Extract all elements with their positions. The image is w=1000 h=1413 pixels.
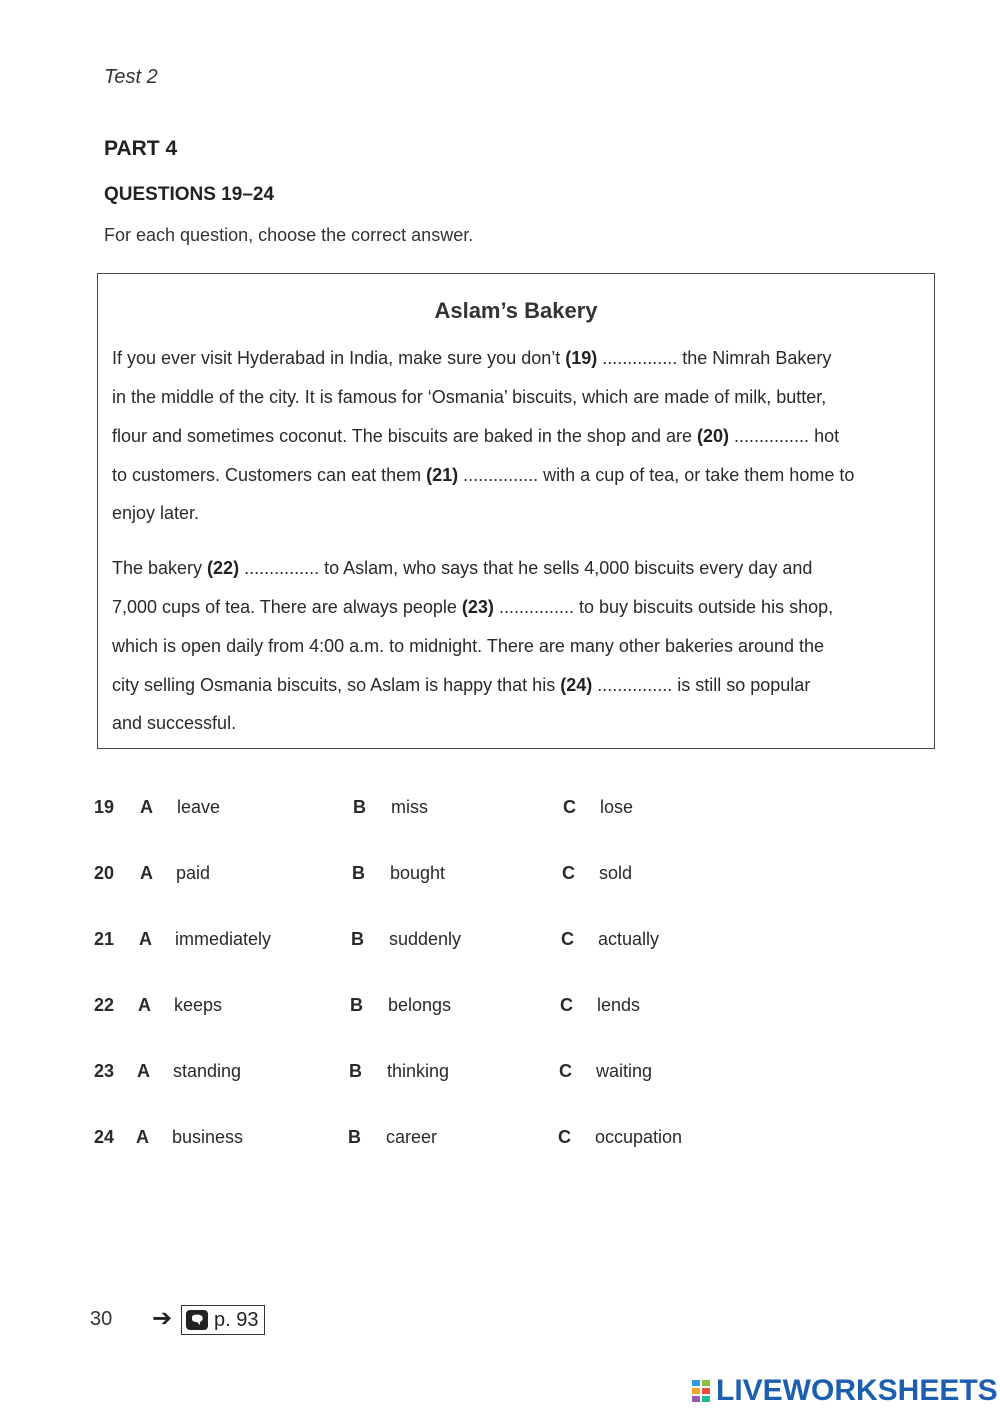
line-text: to buy biscuits outside his shop, — [573, 597, 834, 617]
option-letter-a: A — [140, 863, 153, 883]
question-row-21 — [92, 927, 792, 957]
passage-line: in the middle of the city. It is famous for ‘Osmania’ biscuits, which are made of milk, butter, — [112, 387, 827, 407]
passage-line: and successful. — [112, 713, 237, 733]
test-label: Test 2 — [104, 66, 158, 88]
option-c[interactable]: lends — [597, 995, 641, 1015]
question-row-19 — [92, 795, 792, 825]
passage-line: which is open daily from 4:00 a.m. to midnight. There are many other bakeries around the — [112, 636, 825, 656]
line-text: to Aslam, who says that he sells 4,000 biscuits every day and — [319, 558, 813, 578]
option-a[interactable]: immediately — [175, 929, 272, 949]
line-text: is still so popular — [672, 675, 811, 695]
gap-21-blank[interactable]: ............... — [463, 465, 539, 485]
passage-line — [112, 465, 854, 486]
option-letter-c: C — [561, 929, 574, 949]
brand-watermark — [692, 1374, 998, 1408]
line-text: to customers. Customers can eat them — [112, 465, 427, 485]
option-letter-c: C — [563, 797, 576, 817]
option-b[interactable]: belongs — [388, 995, 452, 1015]
option-a[interactable]: standing — [173, 1061, 242, 1081]
option-letter-c: C — [559, 1061, 572, 1081]
option-letter-c: C — [560, 995, 573, 1015]
gap-19-blank[interactable]: ............... — [602, 348, 678, 368]
option-letter-c: C — [562, 863, 575, 883]
line-text: The bakery — [112, 558, 208, 578]
option-letter-b: B — [348, 1127, 361, 1147]
question-row-24 — [92, 1125, 792, 1155]
passage-line — [112, 558, 812, 579]
passage-line — [112, 426, 839, 447]
line-text: city selling Osmania biscuits, so Aslam is happy that his — [112, 675, 561, 695]
questions-title: QUESTIONS 19–24 — [104, 184, 275, 205]
page-number: 30 — [90, 1308, 113, 1330]
line-text: with a cup of tea, or take them home to — [538, 465, 855, 485]
question-row-22 — [92, 993, 792, 1023]
question-number: 24 — [94, 1127, 115, 1147]
option-c[interactable]: sold — [599, 863, 633, 883]
option-b[interactable]: thinking — [387, 1061, 450, 1081]
option-b[interactable]: suddenly — [389, 929, 462, 949]
gap-20-blank[interactable]: ............... — [734, 426, 810, 446]
arrow-right-icon: ➔ — [152, 1305, 173, 1332]
question-number: 23 — [94, 1061, 115, 1081]
option-letter-a: A — [137, 1061, 150, 1081]
option-letter-b: B — [349, 1061, 362, 1081]
gap-22-blank[interactable]: ............... — [244, 558, 320, 578]
gap-22-number: (22) — [207, 558, 240, 578]
part-title: PART 4 — [104, 137, 178, 160]
option-b[interactable]: bought — [390, 863, 446, 883]
line-text: hot — [809, 426, 840, 446]
option-a[interactable]: paid — [176, 863, 211, 883]
option-c[interactable]: occupation — [595, 1127, 683, 1147]
passage-line — [112, 675, 810, 696]
page-reference-text: p. 93 — [214, 1308, 259, 1331]
option-a[interactable]: leave — [177, 797, 221, 817]
liveworksheets-logo-icon — [692, 1378, 712, 1404]
gap-23-number: (23) — [461, 597, 494, 617]
line-text: the Nimrah Bakery — [677, 348, 832, 368]
passage-line — [112, 597, 833, 618]
option-a[interactable]: business — [172, 1127, 244, 1147]
option-letter-a: A — [136, 1127, 149, 1147]
line-text: If you ever visit Hyderabad in India, make sure you don’t — [112, 348, 566, 368]
option-b[interactable]: miss — [391, 797, 428, 817]
instruction-text: For each question, choose the correct answer. — [104, 225, 474, 245]
gap-23-blank[interactable]: ............... — [498, 597, 574, 617]
passage-line — [112, 348, 831, 369]
question-number: 22 — [94, 995, 115, 1015]
line-text: flour and sometimes coconut. The biscuits are baked in the shop and are — [112, 426, 698, 446]
option-c[interactable]: waiting — [596, 1061, 653, 1081]
option-letter-a: A — [138, 995, 151, 1015]
gap-21-number: (21) — [426, 465, 459, 485]
passage-title: Aslam’s Bakery — [434, 298, 598, 323]
option-letter-b: B — [353, 797, 366, 817]
option-letter-b: B — [350, 995, 363, 1015]
question-number: 21 — [94, 929, 115, 949]
gap-24-blank[interactable]: ............... — [597, 675, 673, 695]
option-c[interactable]: actually — [598, 929, 660, 949]
page-reference[interactable] — [181, 1305, 265, 1335]
question-number: 20 — [94, 863, 115, 883]
passage-box — [97, 273, 935, 749]
option-b[interactable]: career — [386, 1127, 438, 1147]
gap-20-number: (20) — [697, 426, 730, 446]
line-text: 7,000 cups of tea. There are always people — [112, 597, 462, 617]
option-letter-c: C — [558, 1127, 571, 1147]
option-letter-a: A — [139, 929, 152, 949]
question-row-20 — [92, 861, 792, 891]
option-c[interactable]: lose — [600, 797, 634, 817]
question-number: 19 — [94, 797, 115, 817]
option-a[interactable]: keeps — [174, 995, 223, 1015]
brand-name: LIVEWORKSHEETS — [716, 1374, 998, 1407]
passage-line: enjoy later. — [112, 503, 200, 523]
option-letter-b: B — [352, 863, 365, 883]
speaking-icon — [186, 1310, 208, 1330]
gap-19-number: (19) — [565, 348, 598, 368]
gap-24-number: (24) — [560, 675, 593, 695]
option-letter-b: B — [351, 929, 364, 949]
question-row-23 — [92, 1059, 792, 1089]
option-letter-a: A — [140, 797, 153, 817]
